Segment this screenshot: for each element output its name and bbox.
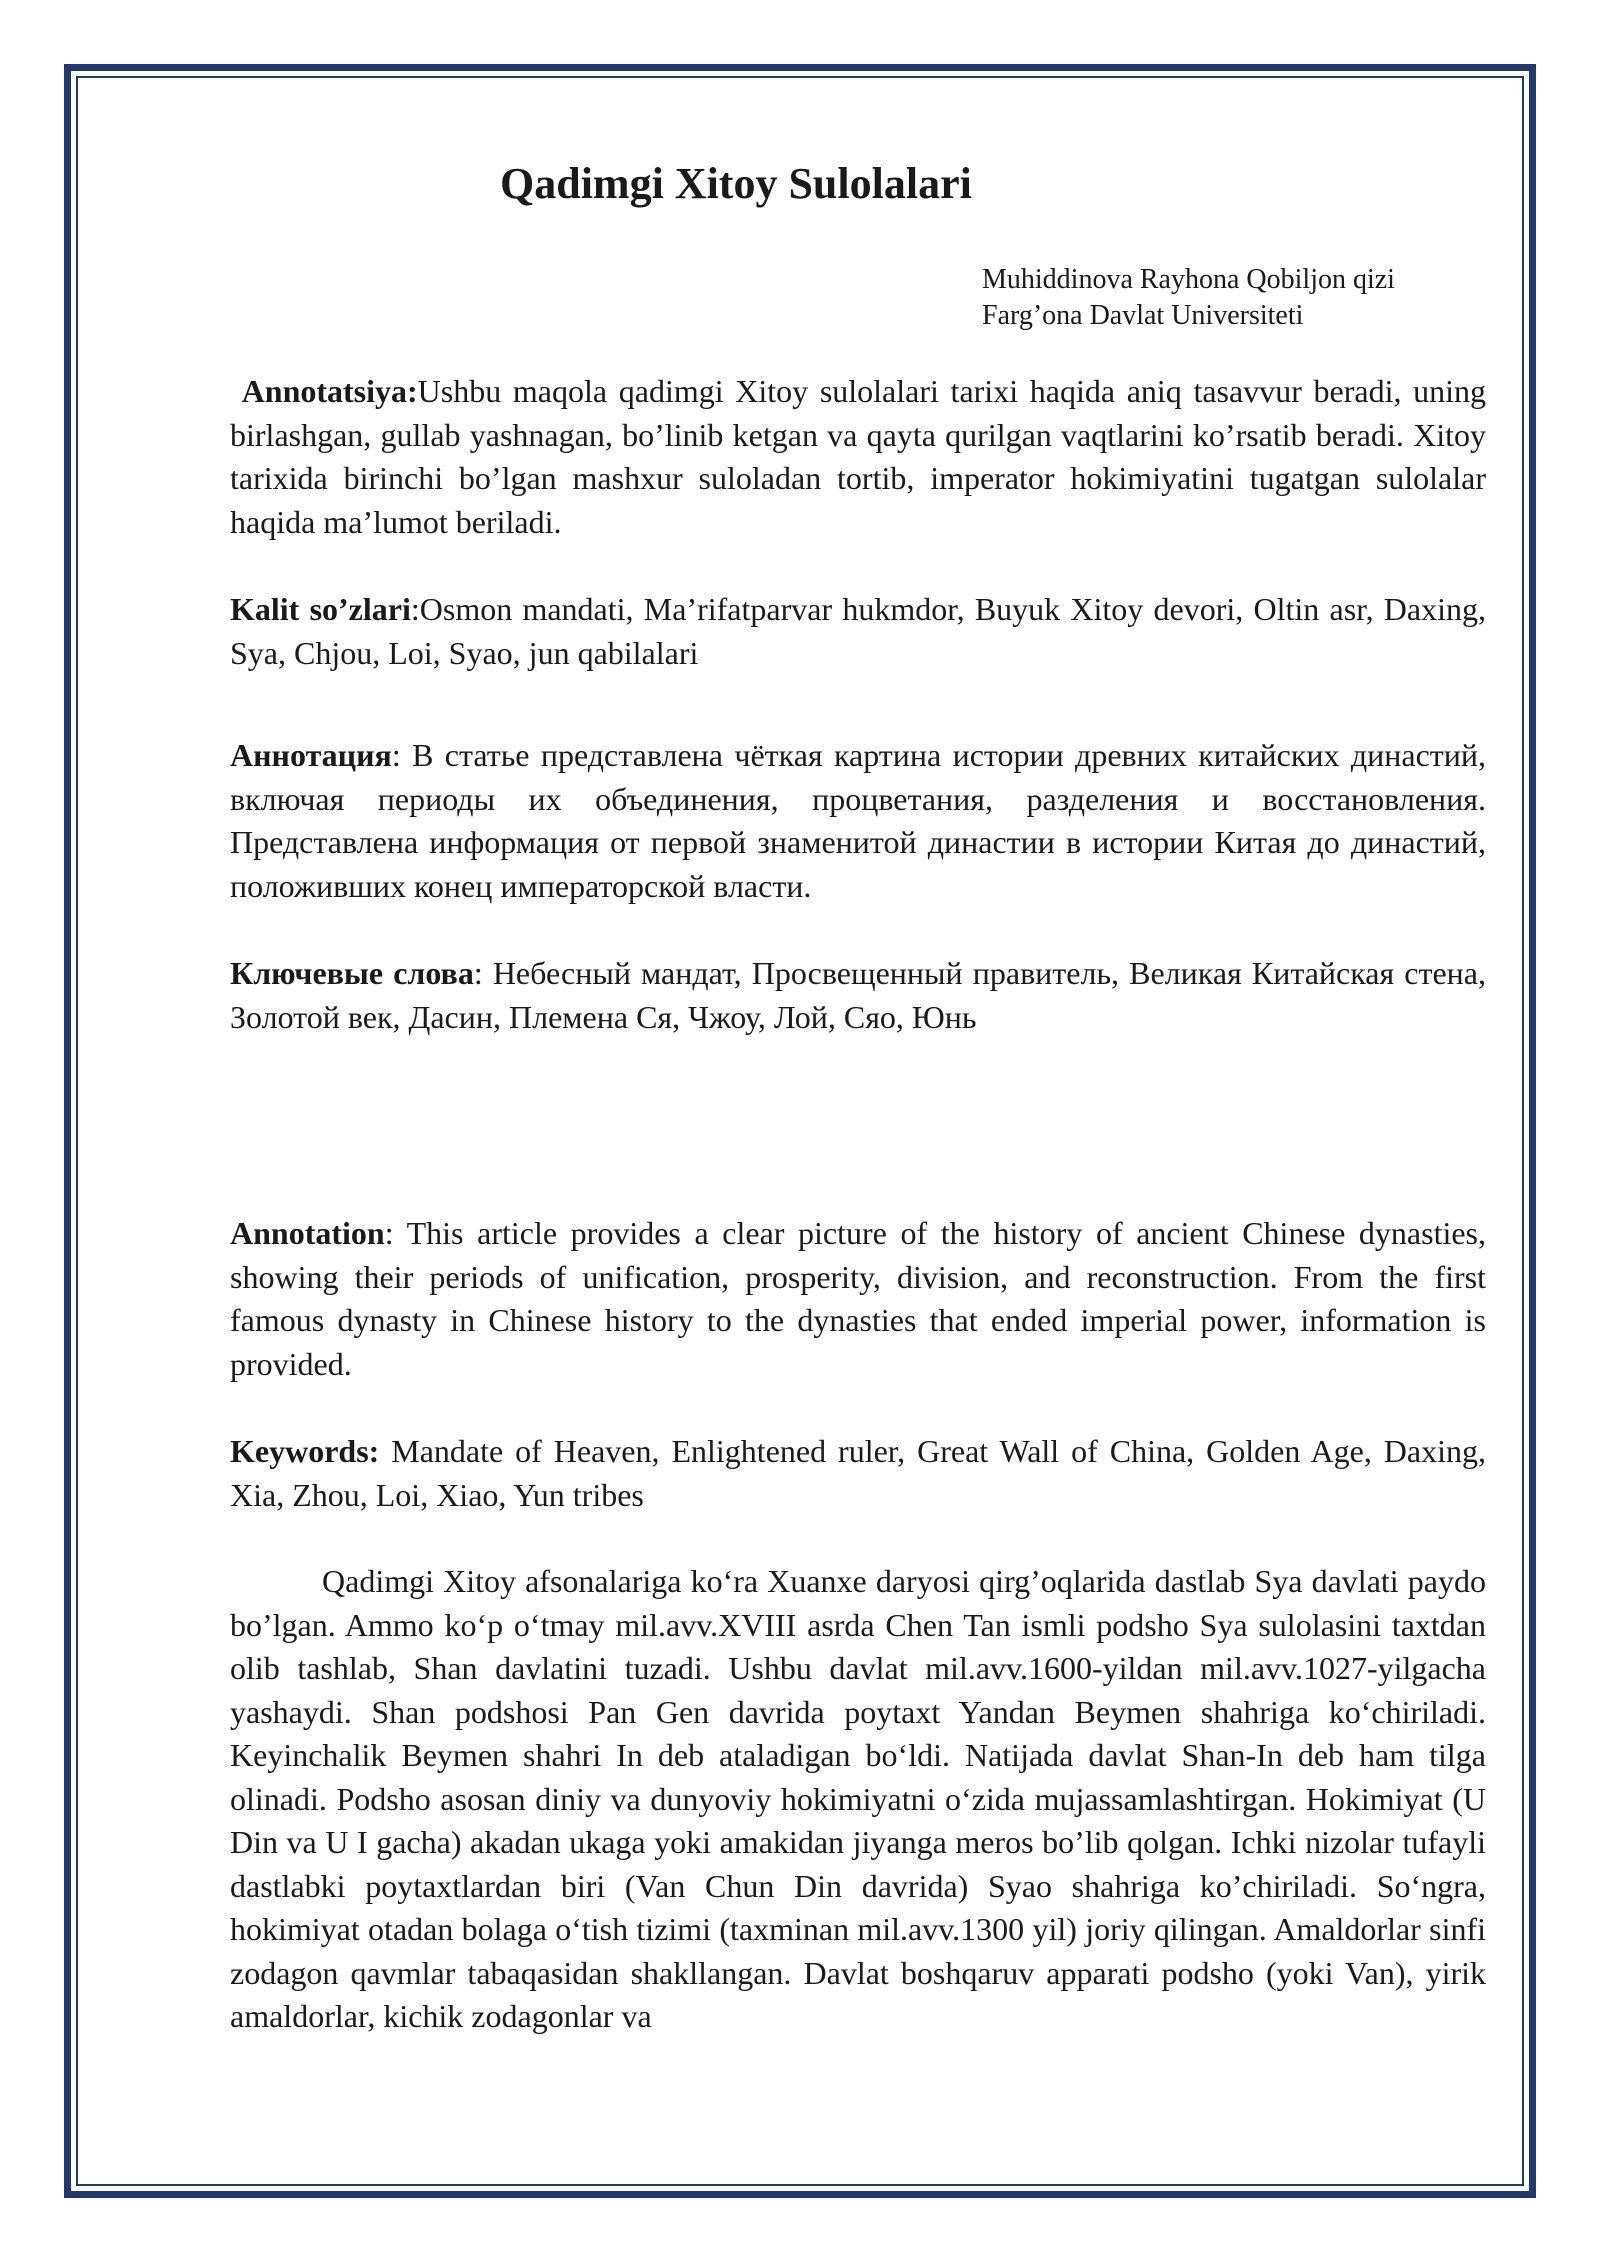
abstract-ru-text: : В статье представлена чёткая картина истории древних китайских династий, включая периоды их объединения, процветания, разделения и восстановления. Представлена информация от первой знаменитой династии в истории Китая до династий, положивших конец императорской власти. [230,737,1486,904]
document-title: Qadimgi Xitoy Sulolalari [500,159,972,208]
author-block [982,262,1395,334]
abstract-en-label: Annotation [230,1215,385,1251]
keywords-uz-label: Kalit so’zlari [230,591,411,627]
keywords-ru-label: Ключевые слова [230,955,474,991]
keywords-en-text: Mandate of Heaven, Enlightened ruler, Great Wall of China, Golden Age, Daxing, Xia, Zhou, Loi, Xiao, Yun tribes [230,1433,1486,1513]
abstract-en [230,1212,1486,1386]
abstract-en-text: : This article provides a clear picture of the history of ancient Chinese dynasties, showing their periods of unification, prosperity, division, and reconstruction. From the first famous dynasty in Chinese history to the dynasties that ended imperial power, information is provided. [230,1215,1486,1382]
keywords-en [230,1430,1486,1517]
keywords-uz [230,588,1486,675]
keywords-en-label: Keywords: [230,1433,380,1469]
abstract-uz [230,370,1486,544]
keywords-ru [230,952,1486,1039]
abstract-ru [230,734,1486,908]
abstract-uz-label: Annotatsiya: [241,373,418,409]
keywords-uz-text: :Osmon mandati, Ma’rifatparvar hukmdor, Buyuk Xitoy devori, Oltin asr, Daxing, Sya, Chjou, Loi, Syao, jun qabilalari [230,591,1487,671]
body-paragraph: Qadimgi Xitoy afsonalariga ko‘ra Xuanxe daryosi qirg’oqlarida dastlab Sya davlati paydo bo’lgan. Ammo ko‘p o‘tmay mil.avv.XVIII asrda Chen Tan ismli podsho Sya sulolasini taxtdan olib tashlab, Shan davlatini tuzadi. Ushbu davlat mil.avv.1600-yildan mil.avv.1027-yilgacha yashaydi. Shan podshosi Pan Gen davrida poytaxt Yandan Beymen shahriga ko‘chiriladi. Keyinchalik Beymen shahri In deb ataladigan bo‘ldi. Natijada davlat Shan-In deb ham tilga olinadi. Podsho asosan diniy va dunyoviy hokimiyatni o‘zida mujassamlashtirgan. Hokimiyat (U Din va U I gacha) akadan ukaga yoki amakidan jiyanga meros bo’lib qolgan. Ichki nizolar tufayli dastlabki poytaxtlardan biri (Van Chun Din davrida) Syao shahriga ko’chiriladi. So‘ngra, hokimiyat otadan bolaga o‘tish tizimi (taxminan mil.avv.1300 yil) joriy qilingan. Amaldorlar sinfi zodagon qavmlar tabaqasidan shakllangan. Davlat boshqaruv apparati podsho (yoki Van), yirik amaldorlar, kichik zodagonlar va [230,1563,1486,2034]
author-name: Muhiddinova Rayhona Qobiljon qizi [982,264,1395,295]
author-affiliation: Farg’ona Davlat Universiteti [982,300,1304,331]
abstract-ru-label: Аннотация [230,737,392,773]
abstract-uz-text: Ushbu maqola qadimgi Xitoy sulolalari tarixi haqida aniq tasavvur beradi, uning birlashgan, gullab yashnagan, bo’linib ketgan va qayta qurilgan vaqtlarini ko’rsatib beradi. Xitoy tarixida birinchi bo’lgan mashxur suloladan tortib, imperator hokimiyatini tugatgan sulolalar haqida ma’lumot beriladi. [230,373,1486,540]
keywords-ru-text: : Небесный мандат, Просвещенный правитель, Великая Китайская стена, Золотой век, Дасин, Племена Ся, Чжоу, Лой, Сяо, Юнь [230,955,1487,1035]
